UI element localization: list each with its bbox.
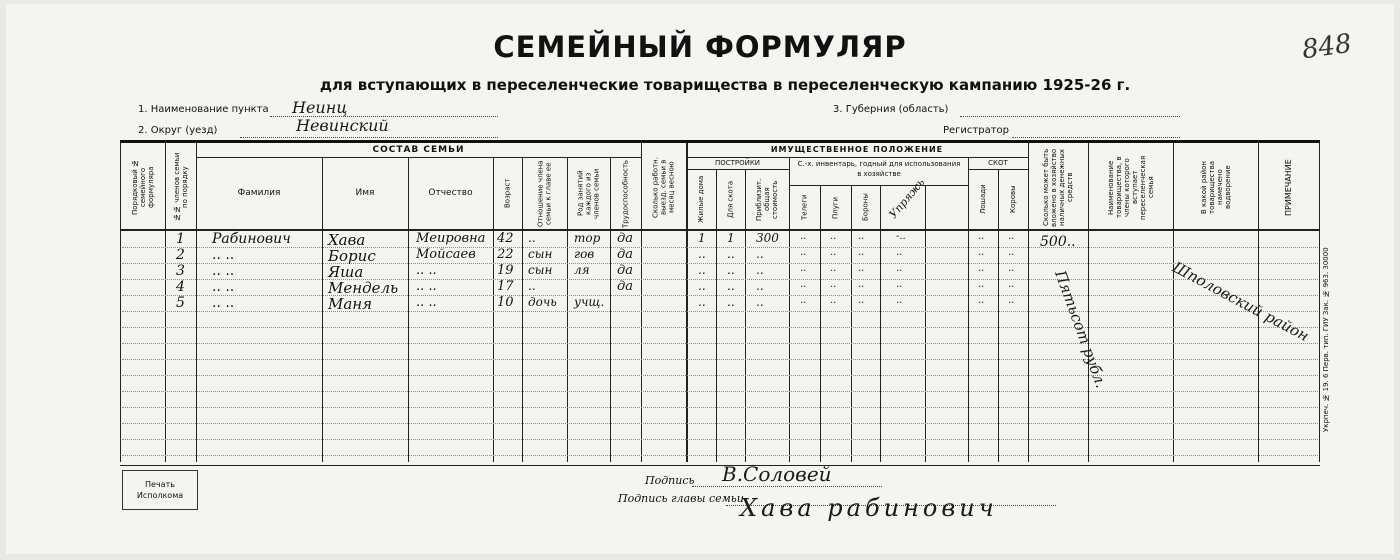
ruled-line [122, 263, 1318, 264]
cell-num: 4 [176, 279, 185, 295]
cell-borony: .. [858, 231, 865, 242]
cell-doma: .. [698, 295, 706, 309]
cell-upryazh: .. [896, 263, 903, 274]
ruled-line [122, 375, 1318, 376]
gubernia-line [960, 116, 1180, 117]
hdr-zhilye-doma: Жилые дома [697, 175, 705, 224]
col-line [1028, 143, 1029, 462]
header-line [686, 157, 1028, 158]
cell-telegi: .. [800, 263, 807, 274]
header-line [968, 169, 1028, 170]
cell-stoim: 300 [756, 231, 779, 245]
cell-vozrast: 19 [497, 263, 514, 278]
cell-upryazh: -.. [896, 231, 906, 242]
cell-vozrast: 17 [497, 279, 514, 294]
header-line [196, 157, 641, 158]
podpis-glavy-signature: Хава рабинович [740, 494, 998, 522]
cell-telegi: .. [800, 247, 807, 258]
ruled-line [122, 391, 1318, 392]
cell-otchestvo: Мойсаев [416, 247, 476, 262]
hdr-borony: Бороны [861, 193, 870, 222]
header-line [789, 185, 968, 186]
cell-plugi: .. [830, 295, 837, 306]
cell-familiya: .. .. [212, 247, 235, 263]
stamp-box: Печать Исполкома [122, 470, 198, 510]
cell-telegi: .. [800, 231, 807, 242]
cell-plugi: .. [830, 263, 837, 274]
ruled-line [122, 311, 1318, 312]
ruled-line [122, 455, 1318, 456]
cell-imya: Маня [328, 295, 373, 313]
cell-telegi: .. [800, 295, 807, 306]
cell-familiya: .. .. [212, 295, 235, 311]
cell-num: 5 [176, 295, 185, 311]
hdr-familiya: Фамилия [237, 188, 281, 198]
archive-number: 848 [1300, 28, 1354, 66]
hdr-num-members: №№ членов семьи по порядку [173, 152, 189, 222]
cell-imya: Хава [328, 231, 366, 249]
punkt-value: Неинц [292, 98, 348, 117]
cell-zanyatie: учщ. [574, 295, 605, 309]
cell-doma: .. [698, 279, 706, 293]
hdr-korovy: Коровы [1009, 185, 1017, 214]
podpis-line [692, 486, 882, 487]
cell-zanyatie: гов [574, 247, 595, 261]
form-subtitle: для вступающих в переселенческие товарищества в переселенческую кампанию 1925-26 г. [319, 76, 1131, 94]
cell-skot-postr: .. [727, 247, 735, 261]
cell-upryazh: .. [896, 295, 903, 306]
ruled-line [122, 423, 1318, 424]
hdr-dlya-skota: Для скота [726, 180, 735, 219]
hdr-poryadk: Порядковый № семейного формуляра [131, 159, 155, 215]
hdr-inventar: С.-х. инвентарь, годный для использования в хозяйстве [797, 160, 961, 178]
header-line [686, 169, 789, 170]
cell-upryazh: .. [896, 279, 903, 290]
cell-loshadi: .. [978, 231, 985, 242]
hdr-rayon: В какой район товарищества намечено водворение [1200, 161, 1232, 215]
registrator-label: Регистратор [943, 125, 1010, 136]
hdr-skolko-vlozheno: Сколько может быть вложено в хозяйство наличных денежных средств [1042, 148, 1074, 227]
hdr-otchestvo: Отчество [428, 188, 473, 198]
podpis-signature: В.Соловей [722, 462, 832, 486]
hdr-pribl-stoim: Приблизит. общая стоимость [755, 178, 779, 221]
hdr-trudosp: Трудоспособность [621, 159, 630, 228]
cell-num: 1 [176, 231, 185, 247]
col-line [925, 186, 926, 462]
vlozheno-value: 500.. [1040, 234, 1076, 250]
col-line [820, 186, 821, 462]
col-line [120, 143, 121, 462]
cell-imya: Яша [328, 263, 364, 281]
cell-otnoshenie: .. [528, 279, 536, 293]
ruled-line [122, 343, 1318, 344]
cell-korovy: .. [1008, 263, 1015, 274]
cell-korovy: .. [1008, 231, 1015, 242]
cell-plugi: .. [830, 247, 837, 258]
cell-vozrast: 42 [497, 231, 514, 246]
cell-stoim: .. [756, 295, 764, 309]
ruled-line [122, 359, 1318, 360]
cell-plugi: .. [830, 231, 837, 242]
ruled-line [122, 407, 1318, 408]
hdr-loshadi: Лошади [979, 184, 987, 215]
cell-borony: .. [858, 279, 865, 290]
cell-skot-postr: 1 [727, 231, 735, 245]
cell-trudosp: да [617, 231, 633, 246]
col-line [1088, 143, 1089, 462]
ruled-line [122, 439, 1318, 440]
podpis-glavy-label: Подпись главы семьи [618, 492, 744, 505]
hdr-skolko-rab: Сколько работн. выезд. семьи в месяц весною [651, 157, 676, 218]
hdr-imya: Имя [355, 188, 375, 198]
ruled-line [122, 327, 1318, 328]
cell-upryazh: .. [896, 247, 903, 258]
header-bottom-line [120, 229, 1320, 231]
cell-otnoshenie: дочь [528, 295, 557, 309]
cell-otchestvo: Меировна [416, 231, 486, 246]
hdr-naimenovanie-tov: Наименование товарищества, в члены которого вступает переселенческая семья [1107, 155, 1155, 220]
hdr-telegi: Телеги [800, 194, 809, 221]
cell-num: 3 [176, 263, 185, 279]
cell-otchestvo: .. .. [416, 295, 437, 310]
cell-vozrast: 22 [497, 247, 514, 262]
cell-trudosp: да [617, 263, 633, 278]
vlozheno-note: Пятьсот рубл. [1051, 268, 1111, 391]
col-line [1173, 143, 1174, 462]
punkt-label: 1. Наименование пункта [138, 104, 269, 115]
col-line [1319, 143, 1320, 462]
cell-familiya: Рабинович [212, 231, 291, 247]
ruled-line [122, 295, 1318, 296]
hdr-skot: СКОТ [988, 159, 1008, 167]
cell-familiya: .. .. [212, 263, 235, 279]
cell-loshadi: .. [978, 263, 985, 274]
cell-stoim: .. [756, 247, 764, 261]
cell-num: 2 [176, 247, 185, 263]
hdr-plugi: Плуги [831, 196, 840, 219]
hdr-vozrast: Возраст [503, 178, 512, 209]
cell-zanyatie: тор [574, 231, 601, 245]
cell-familiya: .. .. [212, 279, 235, 295]
cell-stoim: .. [756, 279, 764, 293]
hdr-otnoshenie: Отношение члена семьи к главе ее [536, 160, 553, 227]
hdr-postroiki: ПОСТРОЙКИ [714, 159, 761, 167]
col-line [851, 186, 852, 462]
podpis-label: Подпись [645, 474, 695, 487]
hdr-primechanie: ПРИМЕЧАНИЕ [1284, 159, 1293, 216]
cell-otnoshenie: .. [528, 231, 536, 245]
col-line [880, 186, 881, 462]
cell-otnoshenie: сын [528, 263, 553, 277]
cell-borony: .. [858, 247, 865, 258]
cell-imya: Мендель [328, 279, 399, 297]
cell-plugi: .. [830, 279, 837, 290]
cell-doma: .. [698, 263, 706, 277]
cell-otchestvo: .. .. [416, 263, 437, 278]
hdr-upryazh: Упряжь [886, 175, 928, 222]
cell-skot-postr: .. [727, 295, 735, 309]
col-line [408, 158, 409, 462]
cell-korovy: .. [1008, 295, 1015, 306]
ruled-line [122, 279, 1318, 280]
cell-doma: .. [698, 247, 706, 261]
cell-telegi: .. [800, 279, 807, 290]
col-line [322, 158, 323, 462]
hdr-sostav: СОСТАВ СЕМЬИ [372, 145, 465, 155]
okrug-value: Невинский [296, 116, 389, 135]
gubernia-label: 3. Губерния (область) [833, 104, 949, 115]
cell-otnoshenie: сын [528, 247, 553, 261]
cell-borony: .. [858, 295, 865, 306]
cell-skot-postr: .. [727, 263, 735, 277]
rayon-note: Шполовский район [1169, 258, 1312, 346]
printer-imprint: Укрпеч. № 19. 6 Перв. тип. ГИУ Зак. № 963. 30000 [1322, 247, 1330, 433]
cell-borony: .. [858, 263, 865, 274]
cell-doma: 1 [698, 231, 706, 245]
cell-loshadi: .. [978, 295, 985, 306]
hdr-zanyatie: Род занятий каждого из членов семьи [576, 168, 601, 219]
cell-trudosp: да [617, 247, 633, 262]
form-title: СЕМЕЙНЫЙ ФОРМУЛЯР [493, 30, 907, 64]
hdr-imush: ИМУЩЕСТВЕННОЕ ПОЛОЖЕНИЕ [770, 145, 944, 154]
cell-loshadi: .. [978, 279, 985, 290]
cell-skot-postr: .. [727, 279, 735, 293]
cell-trudosp: да [617, 279, 633, 294]
cell-stoim: .. [756, 263, 764, 277]
ruled-line [122, 247, 1318, 248]
cell-loshadi: .. [978, 247, 985, 258]
cell-imya: Борис [328, 247, 376, 265]
cell-vozrast: 10 [497, 295, 514, 310]
okrug-label: 2. Округ (уезд) [138, 125, 218, 136]
cell-korovy: .. [1008, 279, 1015, 290]
registrator-line [1012, 137, 1180, 138]
cell-otchestvo: .. .. [416, 279, 437, 294]
okrug-line [240, 137, 498, 138]
cell-zanyatie: ля [574, 263, 590, 277]
col-line [165, 143, 166, 462]
cell-korovy: .. [1008, 247, 1015, 258]
